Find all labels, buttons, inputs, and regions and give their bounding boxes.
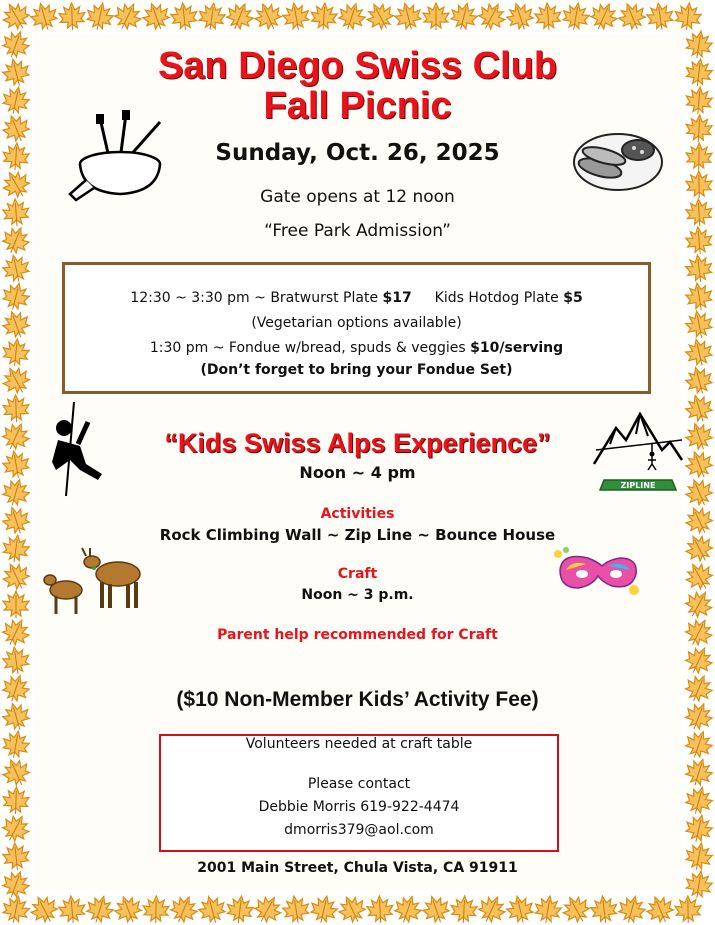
maple-leaf-icon: [366, 895, 393, 923]
maple-leaf-icon: [1, 253, 32, 285]
maple-leaf-icon: [1, 645, 31, 675]
maple-leaf-icon: [590, 895, 619, 925]
maple-leaf-icon: [250, 891, 286, 925]
maple-leaf-icon: [682, 756, 715, 789]
food-line-bratwurst: [65, 290, 648, 306]
hotdog-price: $5: [563, 290, 583, 306]
food-menu-box: [62, 262, 651, 394]
maple-leaf-icon: [58, 895, 86, 924]
maple-leaf-icon: [392, 0, 424, 32]
craft-hours: Noon ~ 3 p.m.: [301, 587, 414, 603]
maple-leaf-icon: [683, 336, 714, 368]
title-line-1: San Diego Swiss Club: [157, 45, 558, 87]
maple-leaf-icon: [139, 0, 173, 34]
contact-label: Please contact: [307, 776, 411, 792]
maple-leaf-icon: [533, 894, 563, 925]
maple-leaf-icon: [450, 895, 477, 923]
activity-fee: ($10 Non-Member Kids’ Activity Fee): [176, 688, 539, 711]
maple-leaf-icon: [1, 894, 32, 925]
maple-leaf-icon: [281, 1, 311, 32]
maple-leaf-icon: [2, 338, 31, 368]
fondue-label: 1:30 pm ~ Fondue w/bread, spuds & veggies: [149, 340, 471, 356]
mountain-zipline-icon: [592, 410, 684, 502]
maple-leaf-icon: [225, 895, 254, 925]
maple-leaf-icon: [474, 892, 509, 925]
kids-experience-title: “Kids Swiss Alps Experience”: [164, 428, 551, 458]
sausage-plate-icon: [570, 122, 665, 194]
maple-leaf-icon: [3, 787, 30, 815]
maple-leaf-icon: [615, 0, 649, 34]
event-date: Sunday, Oct. 26, 2025: [215, 140, 500, 166]
bratwurst-price: $17: [382, 290, 412, 306]
activities-list: Rock Climbing Wall ~ Zip Line ~ Bounce House: [159, 526, 556, 544]
hotdog-label: Kids Hotdog Plate: [434, 290, 564, 306]
maple-leaf-icon: [616, 893, 648, 925]
activities-heading: Activities: [320, 506, 395, 522]
maple-leaf-icon: [0, 0, 34, 35]
maple-leaf-icon: [28, 0, 60, 33]
maple-leaf-icon: [110, 0, 145, 34]
admission-note: “Free Park Admission”: [264, 221, 451, 241]
maple-leaf-icon: [310, 2, 338, 31]
maple-leaf-icon: [143, 896, 169, 923]
maple-leaf-icon: [0, 280, 32, 312]
maple-leaf-icon: [391, 892, 424, 925]
maple-leaf-icon: [684, 281, 714, 312]
maple-leaf-icon: [170, 2, 199, 32]
parent-help-note: Parent help recommended for Craft: [217, 627, 498, 643]
gate-time: Gate opens at 12 noon: [260, 187, 455, 207]
maple-leaf-icon: [83, 893, 116, 925]
maple-leaf-icon: [674, 2, 703, 32]
maple-leaf-icon: [197, 1, 227, 31]
maple-leaf-icon: [423, 3, 449, 30]
maple-leaf-icon: [683, 812, 714, 844]
maple-leaf-icon: [474, 0, 510, 34]
maple-leaf-icon: [0, 755, 34, 790]
maple-leaf-icon: [561, 1, 591, 32]
contact-email[interactable]: dmorris379@aol.com: [284, 822, 434, 838]
craft-heading: Craft: [337, 566, 378, 582]
maple-leaf-icon: [684, 309, 715, 340]
maple-leaf-icon: [1, 729, 31, 760]
maple-leaf-icon: [683, 784, 715, 817]
maple-leaf-icon: [84, 1, 115, 33]
maple-leaf-icon: [111, 892, 145, 925]
maple-leaf-icon: [586, 0, 621, 34]
maple-leaf-icon: [335, 0, 368, 33]
fondue-price: $10/serving: [470, 340, 564, 356]
mask-icon: [552, 546, 642, 598]
maple-leaf-icon: [683, 364, 715, 397]
maple-leaf-icon: [683, 392, 715, 425]
volunteer-needed: Volunteers needed at craft table: [245, 736, 473, 752]
kids-hours: Noon ~ 4 pm: [299, 463, 416, 482]
maple-leaf-icon: [504, 893, 535, 925]
maple-leaf-icon: [0, 307, 33, 341]
maple-leaf-icon: [419, 892, 452, 925]
maple-leaf-icon: [167, 892, 201, 925]
maple-leaf-icon: [196, 893, 228, 925]
maple-leaf-icon: [308, 893, 339, 925]
maple-leaf-icon: [681, 643, 715, 678]
event-address: 2001 Main Street, Chula Vista, CA 91911: [197, 860, 518, 876]
maple-leaf-icon: [685, 254, 714, 284]
bratwurst-label: 12:30 ~ 3:30 pm ~ Bratwurst Plate: [130, 290, 383, 306]
maple-leaf-icon: [675, 896, 701, 923]
maple-leaf-icon: [504, 0, 537, 33]
maple-leaf-icon: [335, 892, 370, 925]
fondue-set-note: (Don’t forget to bring your Fondue Set): [200, 362, 513, 378]
vegetarian-note: (Vegetarian options available): [251, 315, 462, 331]
maple-leaf-icon: [362, 0, 398, 34]
volunteer-box: [159, 734, 559, 852]
maple-leaf-icon: [645, 1, 675, 31]
maple-leaf-icon: [251, 0, 286, 34]
maple-leaf-icon: [59, 3, 86, 31]
maple-leaf-icon: [682, 727, 715, 761]
fondue-pot-icon: [68, 110, 168, 205]
contact-name-phone: Debbie Morris 619-922-4474: [258, 799, 460, 815]
maple-leaf-icon: [3, 395, 30, 423]
maple-leaf-icon: [558, 891, 594, 925]
maple-leaf-icon: [223, 0, 257, 34]
food-line-fondue: [65, 340, 648, 356]
maple-leaf-icon: [0, 362, 34, 398]
zipline-label: ZIPLINE: [620, 481, 656, 490]
maple-leaf-icon: [0, 810, 34, 846]
maple-leaf-icon: [27, 892, 62, 925]
title-line-2: Fall Picnic: [263, 85, 452, 127]
maple-leaf-icon: [534, 2, 562, 31]
maple-leaf-icon: [448, 0, 480, 32]
maple-leaf-icon: [281, 894, 311, 925]
maple-leaf-icon: [643, 892, 677, 925]
